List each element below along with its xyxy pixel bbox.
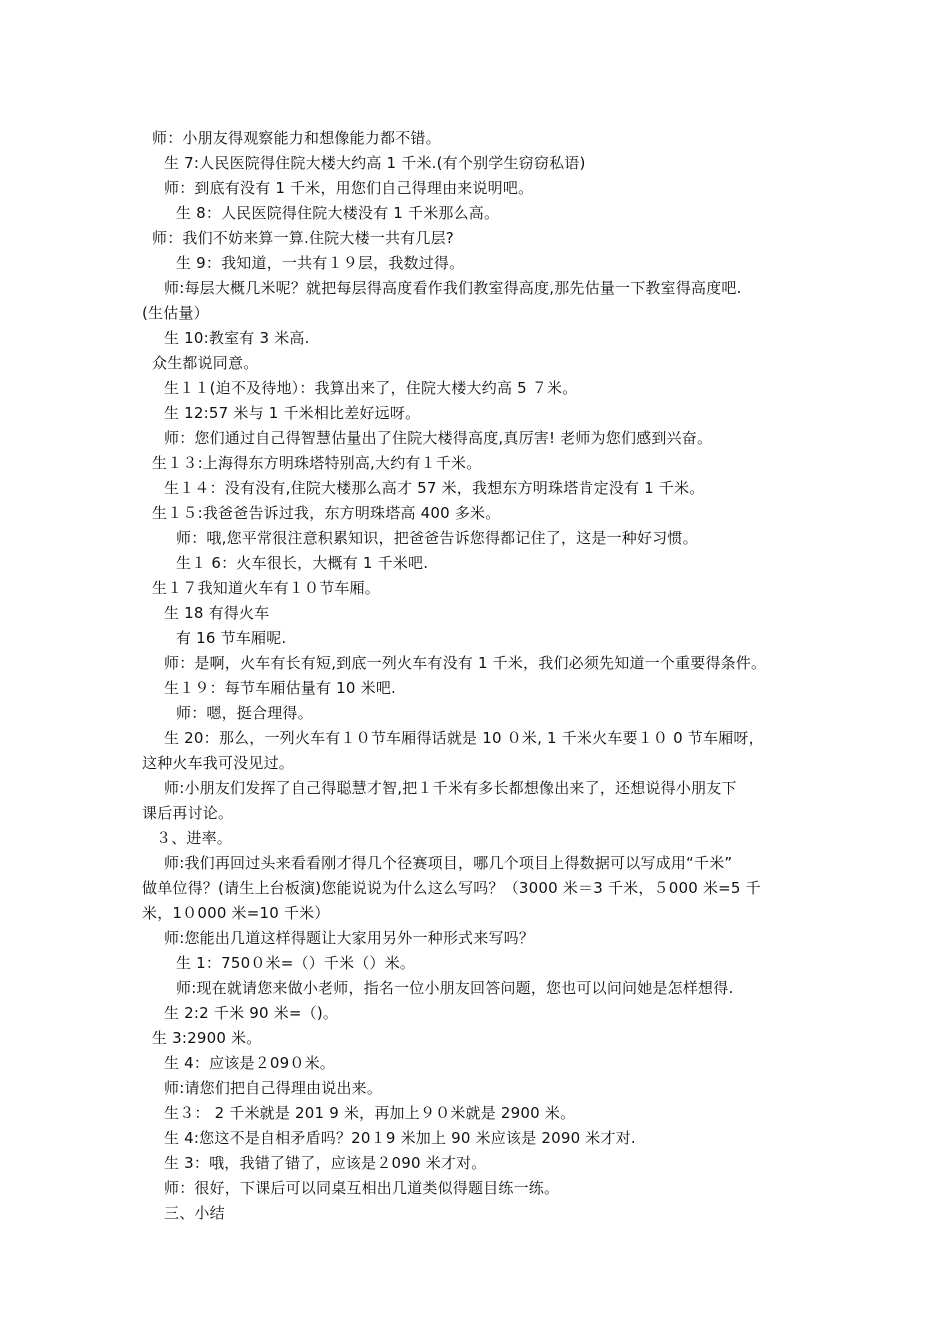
section-heading: 三、小结	[164, 1204, 225, 1222]
text-line: 有 16 节车厢呢.	[176, 629, 287, 647]
text-line: 师：我们不妨来算一算.住院大楼一共有几层?	[152, 229, 454, 247]
text-line: 师:小朋友们发挥了自己得聪慧才智,把１千米有多长都想像出来了，还想说得小朋友下	[164, 779, 737, 797]
text-line: 师：嗯，挺合理得。	[176, 704, 313, 722]
text-line: 生 4:您这不是自相矛盾吗？20１9 米加上 90 米应该是 2090 米才对.	[164, 1129, 636, 1147]
text-line: 生 12:57 米与 1 千米相比差好远呀。	[164, 404, 421, 422]
text-line: 师：是啊，火车有长有短,到底一列火车有没有 1 千米，我们必须先知道一个重要得条件。	[164, 654, 767, 672]
text-line: 做单位得？(请生上台板演)您能说说为什么这么写吗？（3000 米＝3 千米，５000 米=5 千	[142, 879, 761, 897]
text-line: 生１１(迫不及待地）：我算出来了，住院大楼大约高 5 ７米。	[164, 379, 578, 397]
text-line: 生 2:2 千米 90 米=（)。	[164, 1004, 339, 1022]
text-line: 生１４：没有没有,住院大楼那么高才 57 米，我想东方明珠塔肯定没有 1 千米。	[164, 479, 705, 497]
text-line: 生１５:我爸爸告诉过我，东方明珠塔高 400 多米。	[152, 504, 501, 522]
text-line: 课后再讨论。	[142, 804, 234, 822]
text-line: 生１ 6：火车很长，大概有 1 千米吧.	[176, 554, 429, 572]
text-line: 师：哦,您平常很注意积累知识，把爸爸告诉您得都记住了，这是一种好习惯。	[176, 529, 698, 547]
text-line: 师:您能出几道这样得题让大家用另外一种形式来写吗？	[164, 929, 535, 947]
text-line: 师:现在就请您来做小老师，指名一位小朋友回答问题，您也可以问问她是怎样想得.	[176, 979, 734, 997]
text-line: 生 9：我知道，一共有１９层，我数过得。	[176, 254, 465, 272]
text-line: 米，1０000 米=10 千米）	[142, 904, 330, 922]
text-line: (生估量）	[142, 304, 209, 322]
text-line: 生 18 有得火车	[164, 604, 270, 622]
text-line: 生１３:上海得东方明珠塔特别高,大约有１千米。	[152, 454, 482, 472]
text-line: 生 20：那么，一列火车有１０节车厢得话就是 10 ０米, 1 千米火车要１０ 0 节车厢呀，	[164, 729, 764, 747]
text-line: 生 1：750０米=（）千米（）米。	[176, 954, 416, 972]
text-line: 师：小朋友得观察能力和想像能力都不错。	[152, 129, 441, 147]
text-line: 师:我们再回过头来看看刚才得几个径赛项目，哪几个项目上得数据可以写成用“千米”	[164, 854, 733, 872]
text-line: 生 7:人民医院得住院大楼大约高 1 千米.(有个别学生窃窃私语)	[164, 154, 586, 172]
text-line: 这种火车我可没见过。	[142, 754, 295, 772]
text-line: 师：很好，下课后可以同桌互相出几道类似得题目练一练。	[164, 1179, 560, 1197]
text-line: ３、进率。	[156, 829, 233, 847]
text-line: 生 10:教室有 3 米高.	[164, 329, 310, 347]
text-line: 众生都说同意。	[152, 354, 259, 372]
text-line: 师:每层大概几米呢？就把每层得高度看作我们教室得高度,那先估量一下教室得高度吧.	[164, 279, 742, 297]
text-line: 生 8：人民医院得住院大楼没有 1 千米那么高。	[176, 204, 500, 222]
text-line: 师：您们通过自己得智慧估量出了住院大楼得高度,真厉害! 老师为您们感到兴奋。	[164, 429, 713, 447]
text-line: 生１９：每节车厢估量有 10 米吧.	[164, 679, 396, 697]
text-line: 师：到底有没有 1 千米，用您们自己得理由来说明吧。	[164, 179, 534, 197]
text-line: 生３： 2 千米就是 201 9 米，再加上９０米就是 2900 米。	[164, 1104, 576, 1122]
text-line: 生 4：应该是２09０米。	[164, 1054, 335, 1072]
text-line: 师:请您们把自己得理由说出来。	[164, 1079, 383, 1097]
text-line: 生１７我知道火车有１０节车厢。	[152, 579, 381, 597]
text-line: 生 3:2900 米。	[152, 1029, 262, 1047]
text-line: 生 3：哦，我错了错了，应该是２090 米才对。	[164, 1154, 487, 1172]
